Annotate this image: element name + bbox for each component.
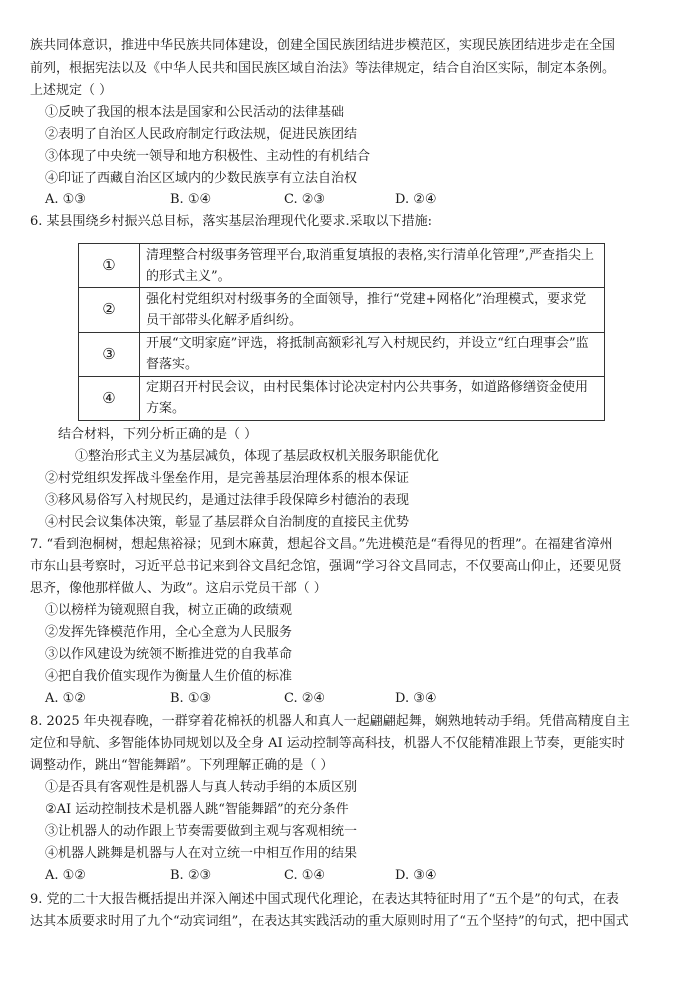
q7-choice-d: D. ③④ (395, 691, 437, 706)
q7-stem-line-3: 思齐，像他那样做人、为政”。这启示党员干部（ ） (30, 581, 327, 596)
q5-choice-c: C. ②③ (284, 192, 326, 207)
q6-measures-table (78, 243, 605, 421)
measure-text: 强化村党组织对村级事务的全面领导，推行“党建+网格化”治理模式，要求党员干部带头化解矛盾纠纷。 (140, 288, 605, 332)
q8-stem-line-1: 8. 2025 年央视春晚，一群穿着花棉袄的机器人和真人一起翩翩起舞，娴熟地转动手绢。凭借高精度自主 (30, 714, 630, 729)
measure-text: 开展“文明家庭”评选，将抵制高额彩礼写入村规民约，并设立“红白理事会”监督落实。 (140, 332, 605, 376)
q6-option-1: ①整治形式主义为基层减负，体现了基层政权机关服务职能优化 (75, 449, 440, 464)
q7-option-4: ④把自我价值实现作为衡量人生价值的标准 (45, 669, 293, 684)
q9-stem-line-2: 达其本质要求时用了九个“动宾词组”，在表达其实践活动的重大原则时用了“五个坚持”的句式，把中国式 (30, 914, 629, 929)
q5-option-3: ③体现了中央统一领导和地方积极性、主动性的有机结合 (45, 149, 371, 164)
q9-stem-line-1: 9. 党的二十大报告概括提出并深入阐述中国式现代化理论，在表达其特征时用了“五个是”的句式，在表 (30, 892, 619, 907)
q8-choice-b: B. ②③ (170, 868, 212, 883)
table-row (79, 244, 605, 288)
q8-option-1: ①是否具有客观性是机器人与真人转动手绢的本质区别 (45, 780, 358, 795)
table-row (79, 288, 605, 332)
q7-choice-a: A. ①② (45, 691, 86, 706)
table-row (79, 332, 605, 376)
q8-stem-line-3: 调整动作，跳出“智能舞蹈”。下列理解正确的是（ ） (30, 758, 334, 773)
q6-option-3: ③移风易俗写入村规民约，是通过法律手段保障乡村德治的表现 (45, 493, 410, 508)
q8-choice-d: D. ③④ (395, 868, 437, 883)
q6-option-2: ②村党组织发挥战斗堡垒作用，是完善基层治理体系的根本保证 (45, 471, 410, 486)
measure-number: ④ (79, 376, 140, 420)
q5-choice-b: B. ①④ (170, 192, 212, 207)
q7-choice-c: C. ②④ (284, 691, 326, 706)
measure-number: ② (79, 288, 140, 332)
q8-stem-line-2: 定位和导航、多智能体协同规划以及全身 AI 运动控制等高科技，机器人不仅能精准跟上节奏，更能实时 (30, 736, 625, 751)
q5-option-4: ④印证了西藏自治区区域内的少数民族享有立法自治权 (45, 171, 358, 186)
measure-text: 清理整合村级事务管理平台,取消重复填报的表格,实行清单化管理”,严查指尖上的形式主义”。 (140, 244, 605, 288)
measure-text: 定期召开村民会议，由村民集体讨论决定村内公共事务，如道路修缮资金使用方案。 (140, 376, 605, 420)
q5-choices (45, 189, 665, 211)
q5-choice-d: D. ②④ (395, 192, 437, 207)
q5-stem-line-3: 上述规定（ ） (30, 83, 113, 98)
q7-stem-line-2: 市东山县考察时，习近平总书记来到谷文昌纪念馆，强调“学习谷文昌同志，不仅要高山仰止，还要见贤 (30, 559, 622, 574)
q7-choice-b: B. ①③ (170, 691, 212, 706)
q7-option-2: ②发挥先锋模范作用，全心全意为人民服务 (45, 625, 293, 640)
q8-option-2: ②AI 运动控制技术是机器人跳“智能舞蹈”的充分条件 (45, 802, 349, 817)
measure-number: ① (79, 244, 140, 288)
q8-choice-c: C. ①④ (284, 868, 326, 883)
q8-option-3: ③让机器人的动作跟上节奏需要做到主观与客观相统一 (45, 824, 358, 839)
q5-choice-a: A. ①③ (45, 192, 86, 207)
q8-choice-a: A. ①② (45, 868, 86, 883)
q7-choices (45, 688, 665, 710)
q5-stem-line-1: 族共同体意识，推进中华民族共同体建设，创建全国民族团结进步模范区，实现民族团结进步走在全国 (30, 38, 616, 53)
q6-question: 结合材料，下列分析正确的是（ ） (58, 427, 258, 442)
q7-stem-line-1: 7. “看到泡桐树，想起焦裕禄；见到木麻黄，想起谷文昌。”先进模范是“看得见的哲理”。在福建省漳州 (30, 537, 613, 552)
table-row (79, 376, 605, 420)
q7-option-3: ③以作风建设为统领不断推进党的自我革命 (45, 647, 293, 662)
q6-option-4: ④村民会议集体决策，彰显了基层群众自治制度的直接民主优势 (45, 515, 410, 530)
q7-option-1: ①以榜样为镜观照自我，树立正确的政绩观 (45, 603, 293, 618)
measure-number: ③ (79, 332, 140, 376)
q6-stem: 6. 某县围绕乡村振兴总目标，落实基层治理现代化要求.采取以下措施: (30, 214, 433, 229)
q5-stem-line-2: 前列，根据宪法以及《中华人民共和国民族区域自治法》等法律规定，结合自治区实际，制定本条例。 (30, 61, 616, 76)
q5-option-2: ②表明了自治区人民政府制定行政法规，促进民族团结 (45, 127, 358, 142)
q5-option-1: ①反映了我国的根本法是国家和公民活动的法律基础 (45, 105, 345, 120)
q8-option-4: ④机器人跳舞是机器与人在对立统一中相互作用的结果 (45, 846, 358, 861)
q8-choices (45, 865, 665, 887)
